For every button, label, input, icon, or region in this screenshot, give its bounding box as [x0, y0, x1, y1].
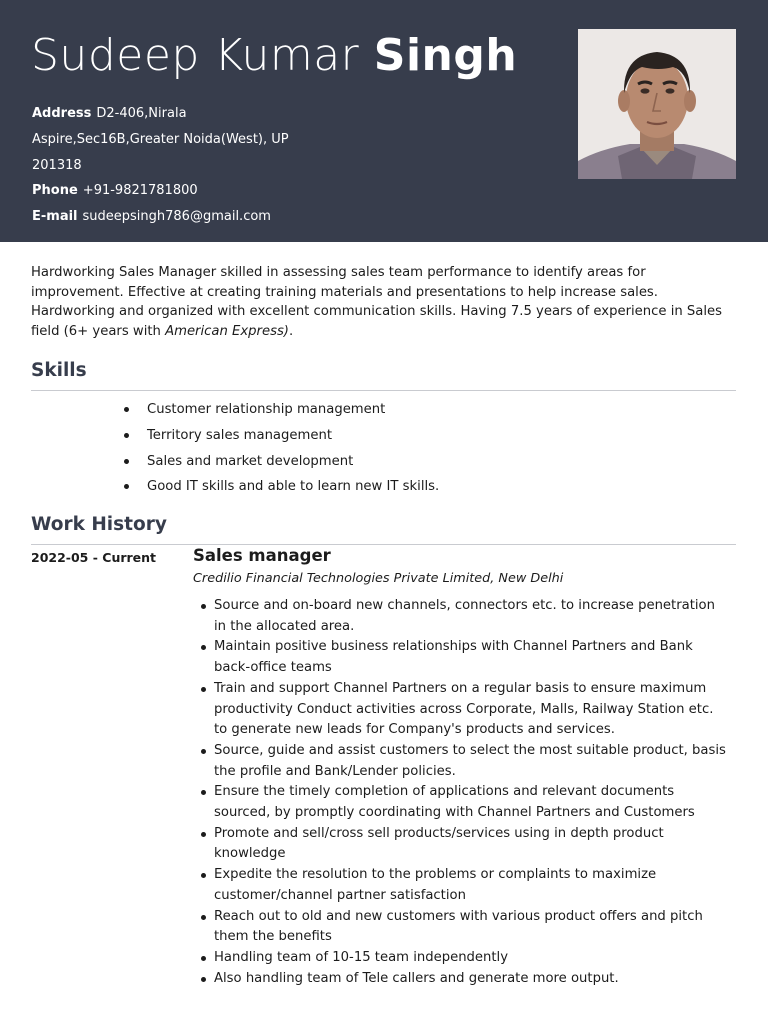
- summary-text: Hardworking Sales Manager skilled in assessing sales team performance to identify areas for improvement. Effective at creating training materials and presentations to help increase sales. Hardworking and organized with excellent communication skills. Having 7.5 years of experience in Sales field (6+ years with: [31, 265, 723, 339]
- contact-info: [32, 101, 302, 230]
- email-line: [32, 204, 302, 230]
- first-name: Sudeep Kumar: [31, 30, 360, 81]
- work-history-heading: Work History: [31, 514, 167, 535]
- phone-value: +91-9821781800: [82, 183, 198, 199]
- skills-heading: Skills: [31, 360, 87, 381]
- job-dates: 2022-05 - Current: [31, 550, 157, 565]
- candidate-name: [31, 28, 517, 84]
- address-line: [32, 101, 302, 178]
- job-title: Sales manager: [193, 546, 331, 565]
- duty-item: Maintain positive business relationships with Channel Partners and Bank back-office teams: [200, 637, 730, 678]
- job-duties-list: [200, 596, 730, 989]
- summary-end: .: [288, 323, 294, 339]
- duty-item: Handling team of 10-15 team independently: [200, 948, 730, 969]
- duty-item: Train and support Channel Partners on a regular basis to ensure maximum productivity Conduct activities across Corporate, Malls, Railway Station etc. to generate new leads for Company's products and services.: [200, 679, 730, 741]
- job-company: Credilio Financial Technologies Private Limited, New Delhi: [193, 571, 564, 586]
- portrait-illustration: [578, 29, 736, 179]
- email-value: sudeepsingh786@gmail.com: [82, 209, 271, 225]
- skill-item: Good IT skills and able to learn new IT skills.: [122, 474, 439, 500]
- duty-item: Also handling team of Tele callers and generate more output.: [200, 969, 730, 990]
- skills-list: [122, 397, 439, 500]
- duty-item: Ensure the timely completion of applications and relevant documents sourced, by promptly coordinating with Channel Partners and Customers: [200, 782, 730, 823]
- skill-item: Customer relationship management: [122, 397, 439, 423]
- skill-item: Sales and market development: [122, 449, 439, 475]
- work-history-divider: [31, 544, 736, 545]
- duty-item: Source and on-board new channels, connectors etc. to increase penetration in the allocated area.: [200, 596, 730, 637]
- duty-item: Promote and sell/cross sell products/services using in depth product knowledge: [200, 824, 730, 865]
- address-label: Address: [32, 106, 92, 121]
- professional-summary: [31, 263, 736, 341]
- duty-item: Source, guide and assist customers to select the most suitable product, basis the profile and Bank/Lender policies.: [200, 741, 730, 782]
- address-value: D2-406,Nirala Aspire,Sec16B,Greater Noida(West), UP 201318: [32, 106, 289, 173]
- phone-line: [32, 178, 302, 204]
- duty-item: Expedite the resolution to the problems or complaints to maximize customer/channel partner satisfaction: [200, 865, 730, 906]
- last-name: Singh: [373, 30, 518, 81]
- phone-label: Phone: [32, 183, 78, 199]
- summary-company: American Express): [165, 323, 289, 339]
- resume-header: [0, 0, 768, 242]
- email-label: E-mail: [32, 209, 78, 225]
- profile-photo: [578, 29, 736, 179]
- duty-item: Reach out to old and new customers with various product offers and pitch them the benefits: [200, 907, 730, 948]
- skills-divider: [31, 390, 736, 391]
- skill-item: Territory sales management: [122, 423, 439, 449]
